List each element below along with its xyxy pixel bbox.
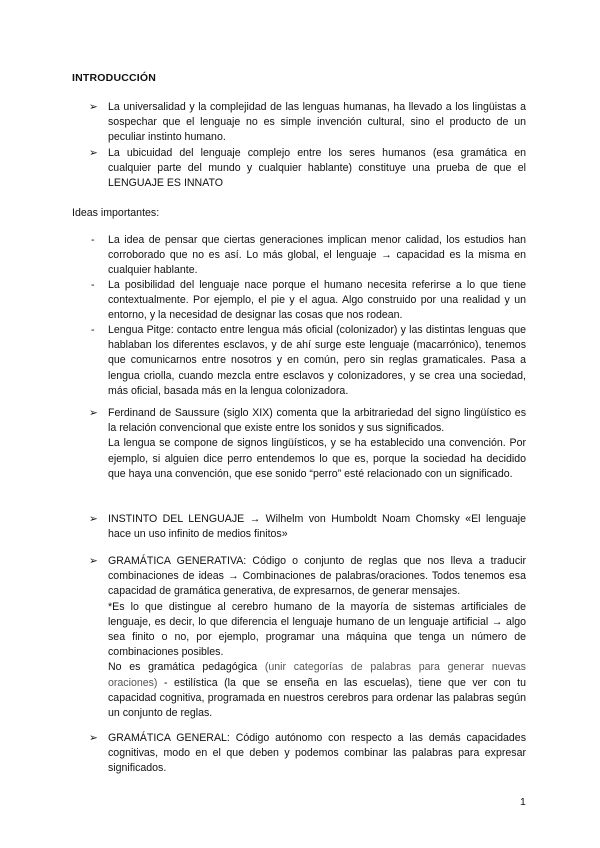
generativa-section <box>108 554 526 721</box>
saussure-paragraph-2: La lengua se compone de signos lingüísticos, y se ha establecido una convención. Por ejemplo, si alguien dice perro entendemos lo que es, porque la sociedad ha decidido que haya una convención, que ese sonido “perro” esté relacionado con un significado. <box>108 437 526 480</box>
arrow-bullet-icon: ➢ <box>89 101 98 113</box>
generativa-p3-end: - estilística (la que se enseña en las escuelas), tiene que ver con tu capacidad cognitiva, programada en nuestros cerebros para ordenar las palabras según un conjunto de reglas. <box>108 676 526 720</box>
dash-bullet: - <box>91 234 95 246</box>
saussure-section <box>108 406 526 482</box>
arrow-bullet-icon: ➢ <box>89 147 98 159</box>
ideas-label: Ideas importantes: <box>72 207 160 219</box>
arrow-bullet-icon: ➢ <box>89 732 98 744</box>
generativa-paragraph-2: *Es lo que distingue al cerebro humano de la mayoría de sistemas artificiales de lenguaje, es decir, lo que diferencia el lenguaje humano de un lenguaje artificial → algo sea finito o no, por ejemplo, programar una máquina que tenga un número de combinaciones posibles. <box>108 600 526 659</box>
dash-bullet: - <box>91 324 95 336</box>
intro-item-2: La ubicuidad del lenguaje complejo entre los seres humanos (esa gramática en cualquier parte del mundo y cualquier hablante) constituye una prueba de que el LENGUAJE ES INNATO <box>108 147 526 190</box>
idea-item-1: La idea de pensar que ciertas generaciones implican menor calidad, los estudios han corroborado que no es así. Lo más global, el lenguaje → capacidad es la misma en cualquier hablante. <box>108 234 526 277</box>
general-item: GRAMÁTICA GENERAL: Código autónomo con respecto a las demás capacidades cognitivas, modo en el que deben y podemos combinar las palabras para expresar significados. <box>108 732 526 775</box>
saussure-paragraph-1: Ferdinand de Saussure (siglo XIX) comenta que la arbitrariedad del signo lingüístico es la relación convencional que existe entre los sonidos y sus significados. <box>108 407 526 435</box>
intro-item-1: La universalidad y la complejidad de las lenguas humanas, ha llevado a los lingüistas a sospechar que el lenguaje no es simple invención cultural, sino el producto de un peculiar instinto humano. <box>108 101 526 144</box>
idea-item-2: La posibilidad del lenguaje nace porque el humano necesita referirse a lo que tiene contextualmente. Por ejemplo, el pie y el agua. Algo construido por una realidad y un entorno, y la necesidad de designar las cosas que nos rodean. <box>108 279 526 322</box>
dash-bullet: - <box>91 279 95 291</box>
arrow-bullet-icon: ➢ <box>89 555 98 567</box>
generativa-p3-parenthetical: (unir categorías de palabras para generar nuevas oraciones) <box>108 661 526 689</box>
page-title: INTRODUCCIÓN <box>72 72 157 84</box>
generativa-paragraph-3 <box>108 660 526 721</box>
page-number: 1 <box>520 796 526 808</box>
generativa-paragraph-1: GRAMÁTICA GENERATIVA: Código o conjunto de reglas que nos lleva a traducir combinaciones de ideas → Combinaciones de palabras/oraciones. Todos tenemos esa capacidad de gramática generativa, de expresarnos, de generar mensajes. <box>108 555 526 598</box>
idea-item-3: Lengua Pitge: contacto entre lengua más oficial (colonizador) y las distintas lenguas que hablaban los diferentes esclavos, y de ahí surge este lenguaje (macarrónico), tenemos que comunicarnos entre nosotros y en común, pero sin reglas gramaticales. Pasa a lengua criolla, cuando mezcla entre esclavos y colonizadores, y se crea una sociedad, más oficial, basada más en la lengua colonizadora. <box>108 324 526 397</box>
generativa-p3-start: No es gramática pedagógica <box>108 661 265 674</box>
arrow-bullet-icon: ➢ <box>89 407 98 419</box>
instinto-item: INSTINTO DEL LENGUAJE → Wilhelm von Humboldt Noam Chomsky «El lenguaje hace un uso infinito de medios finitos» <box>108 513 526 541</box>
arrow-bullet-icon: ➢ <box>89 513 98 525</box>
